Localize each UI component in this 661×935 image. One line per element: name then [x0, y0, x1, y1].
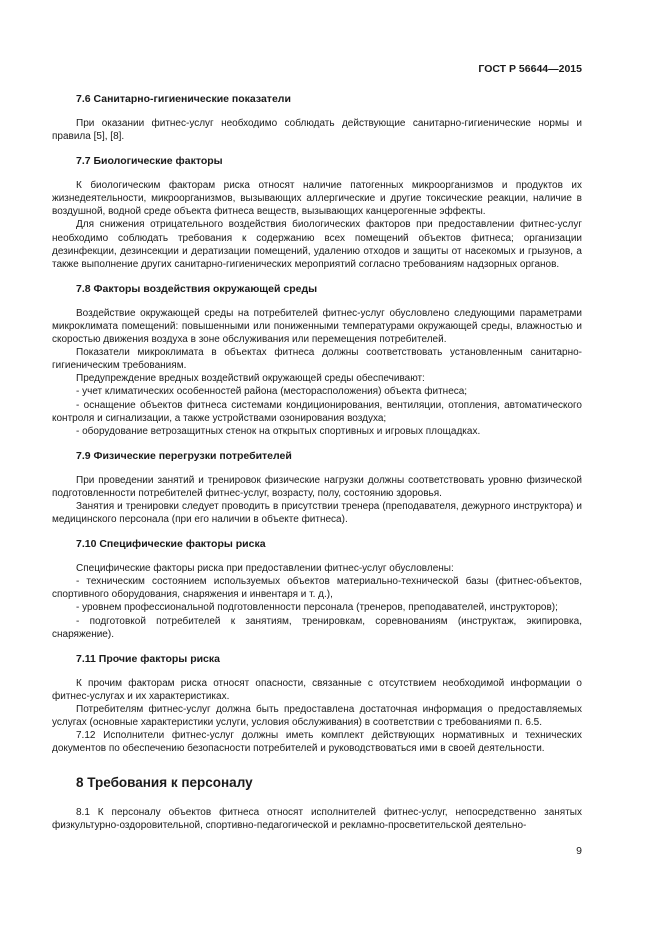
- paragraph: Специфические факторы риска при предоставлении фитнес-услуг обусловлены:: [76, 563, 454, 575]
- paragraph: К биологическим факторам риска относят наличие патогенных микроорганизмов и продуктов их жизнедеятельности, микроорганизмов, вызывающих аллергические и другие токсические реакции, наличие в воздушной, водной среде объекта фитнеса веществ, вызывающих канцерогенные эффекты.: [52, 180, 582, 218]
- list-item: - оборудование ветрозащитных стенок на открытых спортивных и игровых площадках.: [76, 425, 481, 437]
- paragraph: Предупреждение вредных воздействий окружающей среды обеспечивают:: [76, 373, 425, 385]
- paragraph: 8.1 К персоналу объектов фитнеса относят исполнителей фитнес-услуг, непосредственно занятых физкультурно-оздоровительной, спортивно-педагогической и рекламно-просветительской деятельно-: [52, 807, 582, 832]
- list-item: - уровнем профессиональной подготовленности персонала (тренеров, преподавателей, инструкторов);: [76, 602, 558, 614]
- section-heading: 7.6 Санитарно-гигиенические показатели: [76, 93, 291, 105]
- paragraph: Воздействие окружающей среды на потребителей фитнес-услуг обусловлено следующими параметрами микроклимата помещений: повышенными или пониженными температурами окружающей среды, влажностью и скоростью движения воздуха в зоне обслуживания или перемещения потребителей.: [52, 307, 582, 346]
- paragraph: Показатели микроклимата в объектах фитнеса должны соответствовать установленным санитарно-гигиеническим требованиям.: [52, 347, 582, 372]
- page-number: 9: [576, 845, 582, 857]
- chapter-heading: 8 Требования к персоналу: [76, 775, 253, 791]
- section-heading: 7.11 Прочие факторы риска: [76, 652, 220, 665]
- list-item: - подготовкой потребителей к занятиям, тренировкам, соревнованиям (инструктаж, экипировка, снаряжение).: [52, 615, 582, 640]
- section-heading: 7.9 Физические перегрузки потребителей: [76, 449, 292, 462]
- list-item: - техническим состоянием используемых объектов материально-технической базы (фитнес-объектов, спортивного оборудования, снаряжения и инвентаря и т. д.),: [52, 576, 582, 601]
- list-item: - учет климатических особенностей района (месторасположения) объекта фитнеса;: [76, 386, 468, 398]
- section-heading: 7.8 Факторы воздействия окружающей среды: [76, 282, 318, 295]
- paragraph: При проведении занятий и тренировок физические нагрузки должны соответствовать уровню физической подготовленности потребителей фитнес-услуг, возрасту, полу, состоянию здоровья.: [52, 474, 582, 499]
- list-item: - оснащение объектов фитнеса системами кондиционирования, вентиляции, отопления, автоматического контроля и сигнализации, а также устройствами озонирования воздуха;: [52, 399, 582, 424]
- section-heading: 7.7 Биологические факторы: [76, 155, 223, 168]
- standard-number: ГОСТ Р 56644—2015: [478, 63, 582, 75]
- paragraph: Потребителям фитнес-услуг должна быть предоставлена достаточная информация о предоставляемых услугах (основные характеристики услуги, условия обслуживания) в соответствии с требованиями п. 6.5.: [52, 703, 582, 728]
- document-body: [52, 92, 582, 832]
- paragraph: Занятия и тренировки следует проводить в присутствии тренера (преподавателя, дежурного инструктора) и медицинского персонала (при его наличии в объекте фитнеса).: [52, 500, 582, 526]
- paragraph: При оказании фитнес-услуг необходимо соблюдать действующие санитарно-гигиенические нормы и правила [5], [8].: [52, 118, 582, 143]
- paragraph: К прочим факторам риска относят опасности, связанные с отсутствием необходимой информации о фитнес-услугах и их характеристиках.: [52, 677, 582, 702]
- section-heading: 7.10 Специфические факторы риска: [76, 538, 266, 551]
- paragraph: Для снижения отрицательного воздействия биологических факторов при предоставлении фитнес-услуг необходимо соблюдать требования к содержанию всех помещений объектов фитнеса; организации дезинфекции, дезинсекции и дератизации помещений, удалению отходов и защиты от насекомых и грызунов, а также выполнение других санитарно-гигиенических мероприятий согласно требованиям надзорных органов.: [52, 219, 582, 270]
- paragraph: 7.12 Исполнители фитнес-услуг должны иметь комплект действующих нормативных и технических документов по обеспечению безопасности потребителей и руководствоваться ими в своей деятельности.: [52, 730, 582, 755]
